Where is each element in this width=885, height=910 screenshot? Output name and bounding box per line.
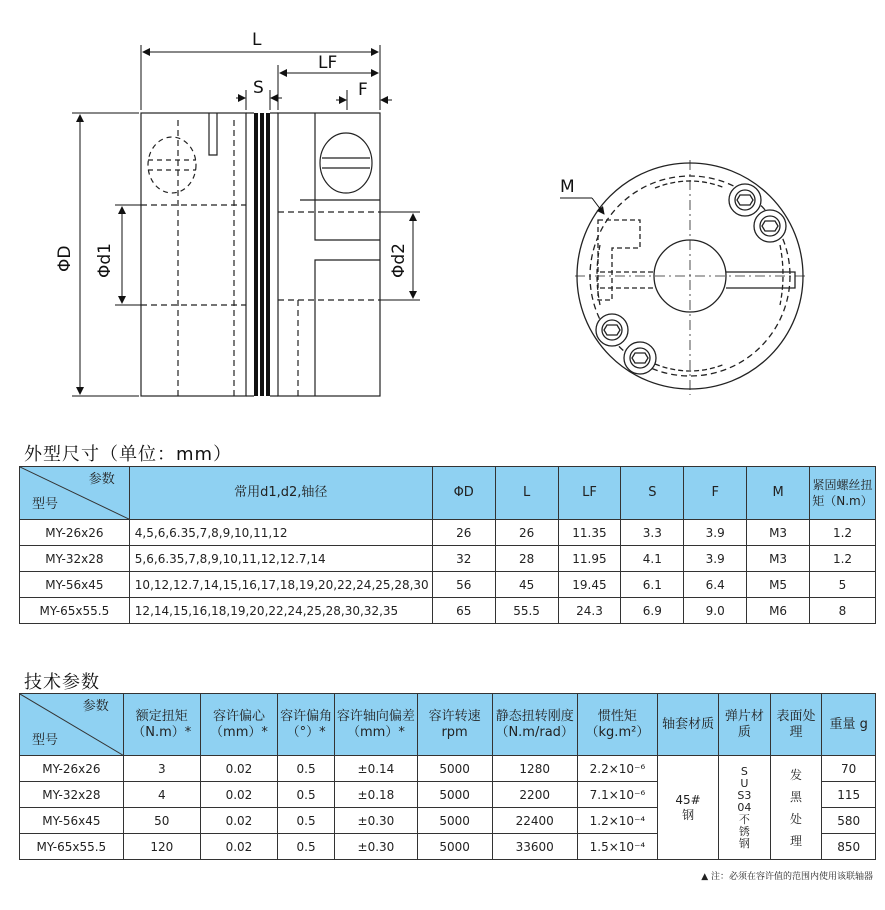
- table-cell: 5000: [417, 782, 492, 808]
- table2-corner-header: 参数 型号: [20, 694, 124, 756]
- table-cell: 55.5: [495, 598, 558, 624]
- table-cell: 0.5: [277, 808, 334, 834]
- front-view: [560, 160, 805, 395]
- table-cell: MY-26x26: [20, 756, 124, 782]
- table-cell: 26: [432, 520, 495, 546]
- table2-col-weight: 重量 g: [822, 694, 876, 756]
- table-cell: 5000: [417, 756, 492, 782]
- table1-col-shaft: 常用d1,d2,轴径: [129, 467, 432, 520]
- table-cell: ±0.30: [335, 834, 417, 860]
- table-cell: 5000: [417, 808, 492, 834]
- table2-col-angle: 容许偏角（°）*: [277, 694, 334, 756]
- table-cell: 1.2: [810, 546, 876, 572]
- label-d2: Φd2: [389, 243, 409, 278]
- surface-treatment: 发黑处理: [770, 756, 822, 860]
- table-cell: 6.1: [621, 572, 684, 598]
- table1-col-D: ΦD: [432, 467, 495, 520]
- table-cell: 10,12,12.7,14,15,16,17,18,19,20,22,24,25,28,30: [129, 572, 432, 598]
- table-cell: 6.9: [621, 598, 684, 624]
- table-cell: 22400: [492, 808, 577, 834]
- table1-col-F: F: [684, 467, 747, 520]
- table-cell: M5: [747, 572, 810, 598]
- table-cell: MY-26x26: [20, 520, 130, 546]
- table-cell: 1.2×10⁻⁴: [577, 808, 657, 834]
- table-cell: 1280: [492, 756, 577, 782]
- label-d1: Φd1: [95, 243, 115, 278]
- table-cell: 850: [822, 834, 876, 860]
- table-cell: MY-65x55.5: [20, 598, 130, 624]
- table2-col-speed: 容许转速 rpm: [417, 694, 492, 756]
- table2-col-surface: 表面处理: [770, 694, 822, 756]
- table-cell: 0.02: [200, 808, 277, 834]
- table-cell: 1.2: [810, 520, 876, 546]
- table-cell: 4: [123, 782, 200, 808]
- table-row: [20, 546, 876, 572]
- table-cell: MY-65x55.5: [20, 834, 124, 860]
- table-cell: 11.95: [558, 546, 621, 572]
- table2-col-stiffness: 静态扭转刚度（N.m/rad）: [492, 694, 577, 756]
- table-cell: 26: [495, 520, 558, 546]
- table-cell: 32: [432, 546, 495, 572]
- technical-table: [19, 693, 876, 860]
- table-cell: 9.0: [684, 598, 747, 624]
- table-cell: MY-32x28: [20, 546, 130, 572]
- table-cell: 5,6,6.35,7,8,9,10,11,12,12.7,14: [129, 546, 432, 572]
- table-cell: 115: [822, 782, 876, 808]
- table-cell: 5: [810, 572, 876, 598]
- table-cell: 3.9: [684, 546, 747, 572]
- table-cell: 3.9: [684, 520, 747, 546]
- table-cell: 120: [123, 834, 200, 860]
- table1-title: 外型尺寸（单位：mm）: [24, 444, 233, 465]
- table1-col-L: L: [495, 467, 558, 520]
- table-cell: 0.02: [200, 756, 277, 782]
- table-cell: 4,5,6,6.35,7,8,9,10,11,12: [129, 520, 432, 546]
- table-cell: 0.02: [200, 782, 277, 808]
- table-cell: ±0.14: [335, 756, 417, 782]
- table1-corner-header: 参数 型号: [20, 467, 130, 520]
- technical-drawing: [0, 0, 885, 430]
- table-cell: 28: [495, 546, 558, 572]
- table-cell: 0.02: [200, 834, 277, 860]
- footnote: ▲ 注：必须在容许值的范围内使用该联轴器: [701, 872, 873, 882]
- dimension-table: [19, 466, 876, 624]
- table-row: [20, 598, 876, 624]
- label-F: F: [358, 80, 368, 100]
- table1-col-LF: LF: [558, 467, 621, 520]
- table1-col-S: S: [621, 467, 684, 520]
- table1-col-M: M: [747, 467, 810, 520]
- table1-col-torque: 紧固螺丝扭矩（N.m）: [810, 467, 876, 520]
- table-cell: 0.5: [277, 782, 334, 808]
- table-cell: 7.1×10⁻⁶: [577, 782, 657, 808]
- table-cell: 56: [432, 572, 495, 598]
- table-row: [20, 572, 876, 598]
- table-cell: 24.3: [558, 598, 621, 624]
- table-cell: 0.5: [277, 834, 334, 860]
- table-cell: M6: [747, 598, 810, 624]
- hub-material: 45#钢: [658, 756, 719, 860]
- table2-col-torque: 额定扭矩（N.m）*: [123, 694, 200, 756]
- label-S: S: [253, 78, 264, 98]
- table-cell: ±0.18: [335, 782, 417, 808]
- table-cell: 1.5×10⁻⁴: [577, 834, 657, 860]
- table-cell: 11.35: [558, 520, 621, 546]
- table-cell: 6.4: [684, 572, 747, 598]
- table2-col-axial: 容许轴向偏差（mm）*: [335, 694, 417, 756]
- table-cell: MY-32x28: [20, 782, 124, 808]
- table-cell: 4.1: [621, 546, 684, 572]
- label-L: L: [252, 30, 262, 50]
- table-cell: 5000: [417, 834, 492, 860]
- table2-col-inertia: 惯性矩（kg.m²）: [577, 694, 657, 756]
- table-cell: 33600: [492, 834, 577, 860]
- table-cell: MY-56x45: [20, 808, 124, 834]
- table-cell: M3: [747, 546, 810, 572]
- table-row: [20, 756, 876, 782]
- table2-title: 技术参数: [24, 672, 100, 693]
- disc-material: SUS304不锈钢: [719, 756, 771, 860]
- table-cell: 12,14,15,16,18,19,20,22,24,25,28,30,32,35: [129, 598, 432, 624]
- label-LF: LF: [318, 53, 338, 73]
- table2-col-disc: 弹片材质: [719, 694, 771, 756]
- table-cell: 70: [822, 756, 876, 782]
- table-cell: 2.2×10⁻⁶: [577, 756, 657, 782]
- table-cell: 3.3: [621, 520, 684, 546]
- side-view: [141, 113, 380, 396]
- coupling-drawing-svg: [0, 0, 885, 430]
- table-cell: 45: [495, 572, 558, 598]
- table-cell: 50: [123, 808, 200, 834]
- label-D: ΦD: [55, 245, 75, 272]
- table-cell: 0.5: [277, 756, 334, 782]
- table-cell: 3: [123, 756, 200, 782]
- table-cell: 2200: [492, 782, 577, 808]
- table-cell: 580: [822, 808, 876, 834]
- label-M: M: [560, 177, 575, 197]
- table-row: [20, 520, 876, 546]
- table-cell: 19.45: [558, 572, 621, 598]
- table-cell: 8: [810, 598, 876, 624]
- table2-col-eccentric: 容许偏心（mm）*: [200, 694, 277, 756]
- table-cell: M3: [747, 520, 810, 546]
- table-cell: MY-56x45: [20, 572, 130, 598]
- table-cell: ±0.30: [335, 808, 417, 834]
- table-cell: 65: [432, 598, 495, 624]
- table2-col-hub: 轴套材质: [658, 694, 719, 756]
